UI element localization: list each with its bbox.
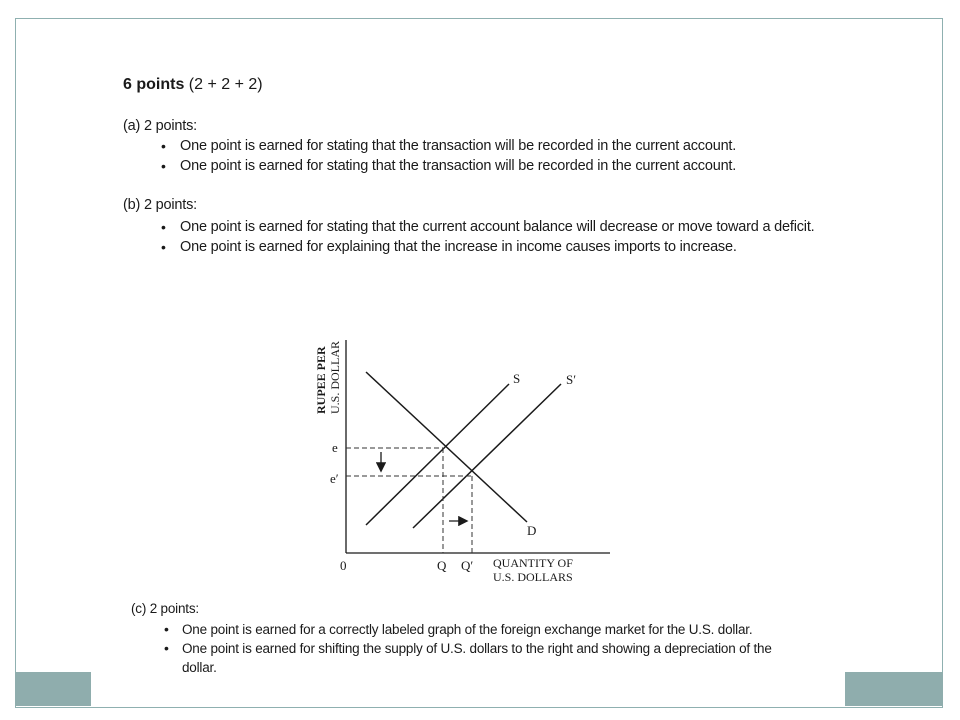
bullet-icon: •	[161, 158, 166, 174]
accent-bar-left	[15, 672, 91, 706]
tick-e: e	[332, 440, 338, 455]
points-heading-bold: 6 points	[123, 76, 185, 93]
part-b-bullet-2	[155, 237, 820, 257]
part-c-bullet-1	[158, 620, 798, 639]
demand-curve-label: D	[527, 523, 537, 538]
part-b-bullet-1	[155, 217, 820, 237]
part-b-label: (b) 2 points:	[123, 197, 197, 213]
tick-e-prime: e′	[330, 471, 339, 486]
y-axis-label-line1: RUPEE PER	[314, 346, 328, 414]
bullet-icon: •	[164, 621, 169, 637]
part-c-bullet-2-text: One point is earned for shifting the supply of U.S. dollars to the right and showing a depreciation of the dollar.	[182, 641, 772, 675]
supply-curve-label: S	[513, 371, 521, 386]
part-b-bullets	[155, 217, 820, 257]
part-a-bullet-2-text: One point is earned for stating that the transaction will be recorded in the current account.	[180, 158, 737, 174]
x-axis-label-line2: U.S. DOLLARS	[493, 570, 573, 584]
supply-curve-shifted-label: S′	[566, 372, 577, 387]
part-a-bullet-2	[155, 156, 875, 176]
bullet-icon: •	[161, 138, 166, 154]
part-a-bullet-1-text: One point is earned for stating that the transaction will be recorded in the current account.	[180, 138, 737, 154]
part-c-bullets	[158, 620, 798, 677]
foreign-exchange-graph	[300, 325, 620, 595]
bullet-icon: •	[161, 239, 166, 255]
bullet-icon: •	[164, 640, 169, 656]
demand-curve	[366, 372, 527, 522]
part-a-label: (a) 2 points:	[123, 118, 197, 134]
part-a-bullets	[155, 136, 875, 176]
x-axis-label-line1: QUANTITY OF	[493, 556, 573, 570]
points-heading	[123, 76, 263, 94]
part-c-bullet-1-text: One point is earned for a correctly labeled graph of the foreign exchange market for the U.S. dollar.	[182, 622, 753, 637]
y-axis-label-line2: U.S. DOLLAR	[328, 340, 342, 414]
bullet-icon: •	[161, 219, 166, 235]
accent-bar-right	[845, 672, 943, 706]
origin-label: 0	[340, 558, 347, 573]
part-c-bullet-2	[158, 639, 798, 677]
part-a-bullet-1	[155, 136, 875, 156]
tick-q: Q	[437, 558, 447, 573]
part-c-label: (c) 2 points:	[131, 601, 199, 616]
tick-q-prime: Q′	[461, 558, 474, 573]
points-heading-breakdown: (2 + 2 + 2)	[184, 76, 263, 93]
part-b-bullet-2-text: One point is earned for explaining that the increase in income causes imports to increase.	[180, 239, 737, 255]
part-b-bullet-1-text: One point is earned for stating that the current account balance will decrease or move toward a deficit.	[180, 219, 815, 235]
